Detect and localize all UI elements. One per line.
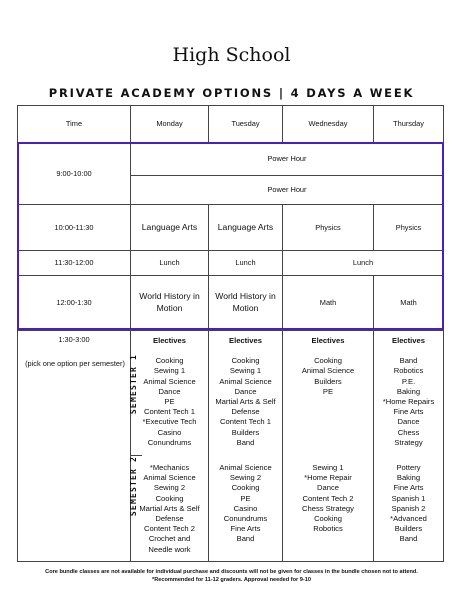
time-1130-12: 11:30-12:00 [54,258,94,267]
tuesday-language-arts: Language Arts [217,221,274,232]
time-130-3: 1:30-3:00 [58,335,90,344]
header-wednesday: Wednesday [308,119,348,128]
elective-item: PE [322,386,334,396]
elective-item: Dance [234,386,257,396]
elective-item: Casino [233,503,258,513]
elective-item: Martial Arts & Self [139,503,200,513]
elective-item: Cooking [155,493,184,503]
elective-item: Defense [231,407,260,417]
elective-item: Robotics [393,366,424,376]
thursday-sem2 [374,463,443,545]
footer-note-2: *Recommended for 11-12 graders. Approval needed for 9-10 [152,577,311,583]
elective-item: PE [240,493,251,503]
elective-item: Cooking [314,356,342,366]
header-tuesday: Tuesday [231,119,260,128]
elective-item: Animal Science [143,376,196,386]
thursday-sem1 [374,336,443,448]
header-monday: Monday [156,119,183,128]
elective-item: Dance [397,417,420,427]
elective-item: Pottery [396,463,421,472]
tuesday-sem2 [209,463,282,545]
elective-item: Needle work [148,544,191,554]
electives-heading: Electives [153,336,186,345]
elective-item: Cooking [231,356,260,366]
elective-item: Spanish 1 [391,493,426,503]
footer-note-1: Core bundle classes are not available for individual purchase and discounts will not be given for classes in the bundle chosen not to attend. [45,569,418,575]
elective-item: Content Tech 2 [302,493,354,503]
elective-item: P.E. [401,376,416,386]
wednesday-sem2 [283,463,373,534]
elective-item: Cooking [155,356,184,366]
wednesday-sem1 [283,336,373,397]
elective-item: Chess [397,427,420,437]
elective-item: Band [236,534,255,544]
elective-item: Sewing 2 [229,473,262,483]
elective-item: Baking [396,473,421,483]
elective-item: Builders [394,524,423,534]
elective-item: Chess Strategy [302,503,354,513]
time-9-10: 9:00-10:00 [56,168,92,178]
electives-heading: Electives [229,336,262,345]
elective-item: Builders [314,376,342,386]
elective-item: Fine Arts [230,524,261,534]
elective-item: *Advanced [390,514,427,524]
elective-item: Conundrums [147,437,192,447]
electives-heading: Electives [311,336,345,345]
time-12-130: 12:00-1:30 [56,298,92,307]
elective-item: Martial Arts & Self [215,397,276,407]
monday-lunch: Lunch [159,258,180,267]
monday-world-history: World History in Motion [139,291,200,313]
elective-item: Sewing 1 [229,366,262,376]
thursday-math: Math [400,298,417,307]
elective-item: Animal Science [301,366,355,376]
power-hour-2: Power Hour [267,185,307,194]
elective-item: *Home Repairs [382,397,435,407]
elective-item: PE [164,397,175,407]
monday-language-arts: Language Arts [141,221,198,232]
header-thursday: Thursday [393,119,424,128]
time-10-1130: 10:00-11:30 [54,222,94,232]
elective-item: Robotics [313,524,343,534]
elective-item: Fine Arts [393,483,424,493]
thursday-physics: Physics [395,222,422,232]
monday-sem1 [131,336,208,448]
tuesday-world-history: World History in Motion [215,291,276,313]
elective-item: Band [236,437,255,447]
elective-item: Sewing 1 [153,366,186,376]
elective-item: Band [399,534,418,544]
elective-item: Cooking [314,514,342,524]
elective-item: Spanish 2 [391,503,426,513]
elective-item: *Home Repair [304,473,352,483]
electives-note: (pick one option per semester) [25,359,125,368]
tuesday-lunch: Lunch [235,258,256,267]
wednesday-physics: Physics [315,222,341,232]
elective-item: Dance [317,483,339,493]
header-time: Time [65,119,83,128]
elective-item: Animal Science [219,463,272,472]
elective-item: Conundrums [223,514,268,524]
elective-item: Content Tech 1 [220,417,271,427]
elective-item: Crochet and [148,534,191,544]
elective-item: Sewing 2 [153,483,186,493]
elective-item: Band [399,356,418,366]
elective-item: Animal Science [219,376,272,386]
elective-item: Defense [155,514,184,524]
elective-item: Animal Science [143,473,196,483]
monday-sem2 [131,463,208,555]
elective-item: Sewing 1 [312,463,344,472]
power-hour-1: Power Hour [267,154,307,163]
elective-item: Builders [231,427,260,437]
elective-item: *Mechanics [149,463,190,472]
elective-item: Strategy [394,437,423,447]
wednesday-math: Math [319,298,337,307]
tuesday-sem1 [209,336,282,448]
electives-heading: Electives [392,336,425,345]
wed-thu-lunch: Lunch [352,258,374,267]
elective-item: Content Tech 2 [144,524,195,534]
elective-item: Baking [396,386,421,396]
page-subtitle: PRIVATE ACADEMY OPTIONS | 4 DAYS A WEEK [48,86,415,100]
elective-item: Fine Arts [393,407,424,417]
elective-item: *Executive Tech [142,417,197,427]
elective-item: Casino [157,427,182,437]
semester-2-label: SEMESTER 2 [129,455,138,517]
page-title: High School [172,44,291,66]
elective-item: Dance [158,386,181,396]
elective-item: Cooking [231,483,260,493]
elective-item: Content Tech 1 [144,407,195,417]
semester-1-label: SEMESTER 1 [129,353,138,415]
